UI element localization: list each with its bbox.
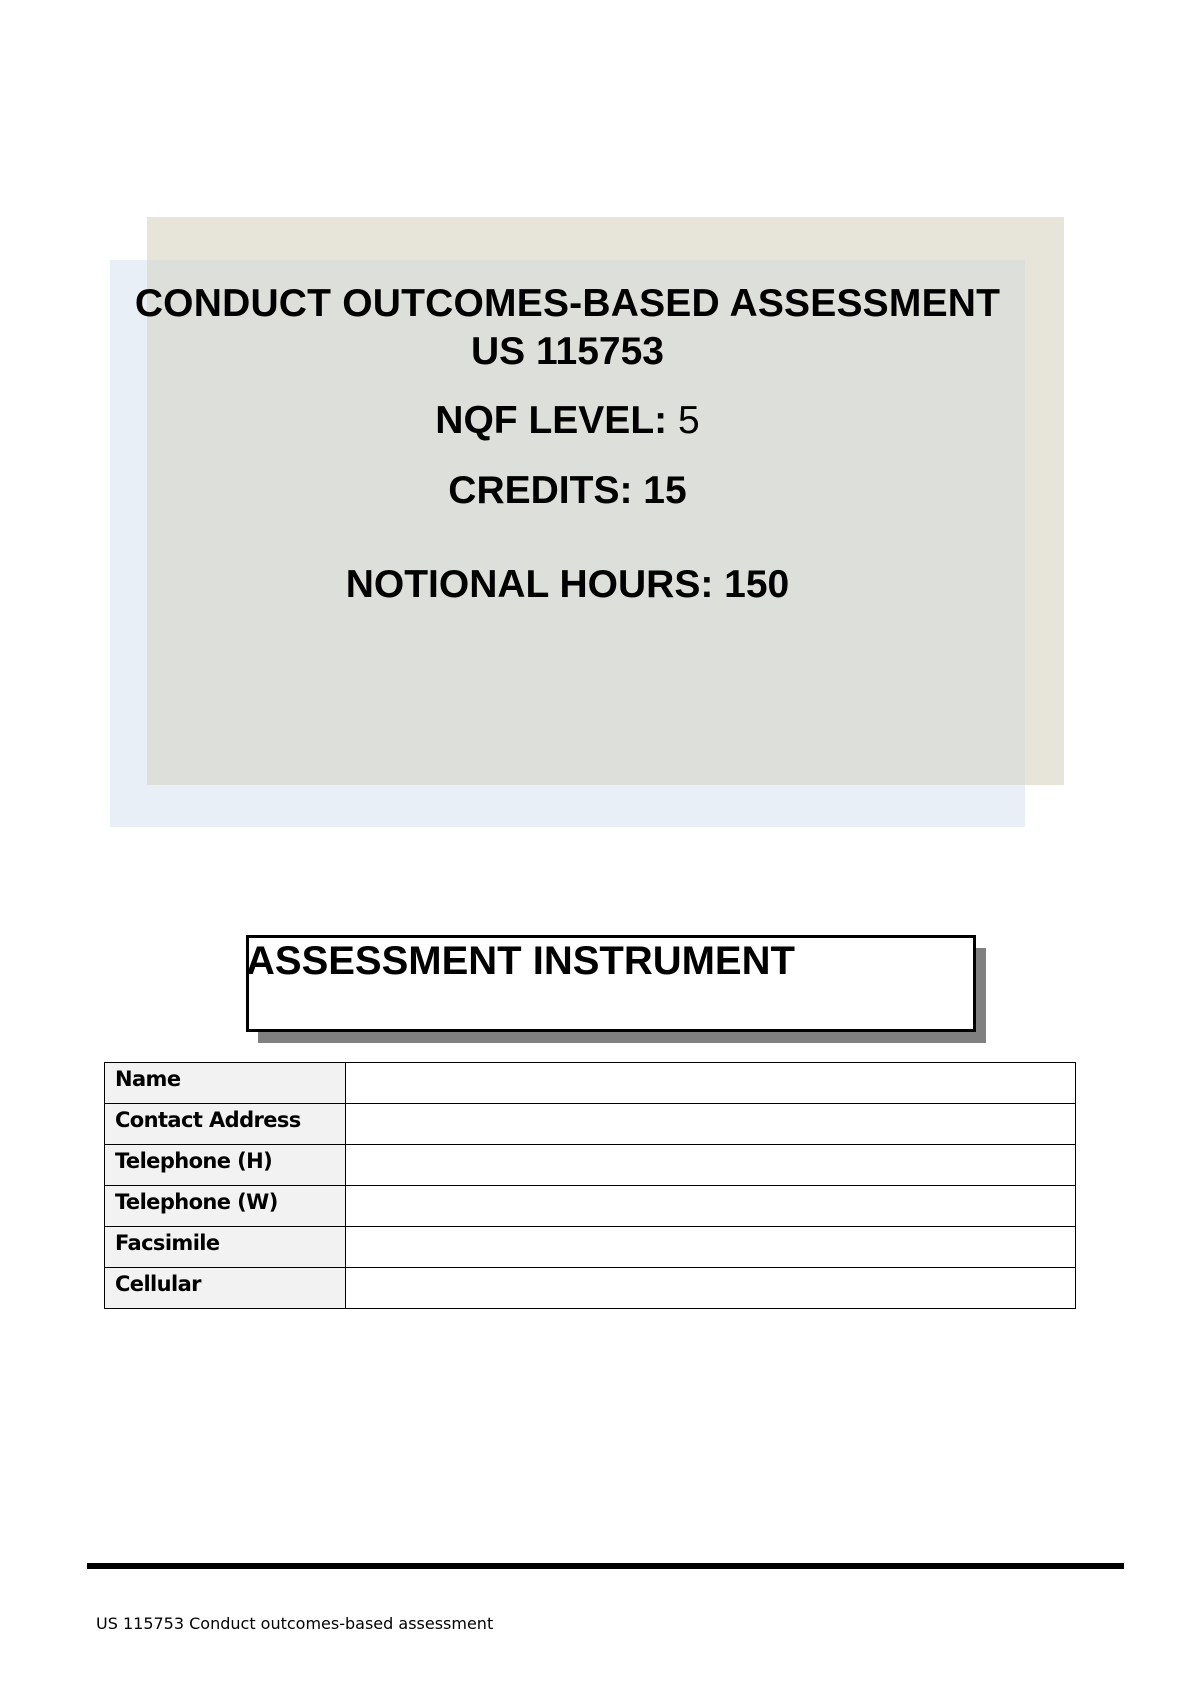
table-row bbox=[105, 1145, 1076, 1186]
table-row bbox=[105, 1063, 1076, 1104]
credits: CREDITS: 15 bbox=[448, 469, 687, 512]
row-label-contact-address: Contact Address bbox=[105, 1104, 346, 1145]
footer-rule bbox=[87, 1563, 1124, 1569]
contact-address-field[interactable] bbox=[346, 1104, 1076, 1145]
table-row bbox=[105, 1227, 1076, 1268]
notional-hours: NOTIONAL HOURS: 150 bbox=[345, 563, 790, 606]
table-row bbox=[105, 1268, 1076, 1309]
cellular-field[interactable] bbox=[346, 1268, 1076, 1309]
nqf-level bbox=[110, 397, 1025, 445]
instrument-title: ASSESSMENT INSTRUMENT bbox=[246, 939, 795, 983]
row-label-name: Name bbox=[105, 1063, 346, 1104]
footer-text: US 115753 Conduct outcomes-based assessment bbox=[96, 1614, 494, 1633]
name-field[interactable] bbox=[346, 1063, 1076, 1104]
document-title: CONDUCT OUTCOMES-BASED ASSESSMENT bbox=[134, 282, 1001, 325]
table-row bbox=[105, 1104, 1076, 1145]
nqf-level-value: 5 bbox=[677, 399, 700, 442]
row-label-telephone-home: Telephone (H) bbox=[105, 1145, 346, 1186]
table-row bbox=[105, 1186, 1076, 1227]
row-label-telephone-work: Telephone (W) bbox=[105, 1186, 346, 1227]
row-label-facsimile: Facsimile bbox=[105, 1227, 346, 1268]
contact-details-table bbox=[104, 1062, 1076, 1309]
nqf-level-label: NQF LEVEL: bbox=[435, 399, 668, 442]
cover-text-block bbox=[110, 280, 1025, 609]
row-label-cellular: Cellular bbox=[105, 1268, 346, 1309]
facsimile-field[interactable] bbox=[346, 1227, 1076, 1268]
telephone-home-field[interactable] bbox=[346, 1145, 1076, 1186]
telephone-work-field[interactable] bbox=[346, 1186, 1076, 1227]
unit-standard-code: US 115753 bbox=[470, 330, 664, 373]
